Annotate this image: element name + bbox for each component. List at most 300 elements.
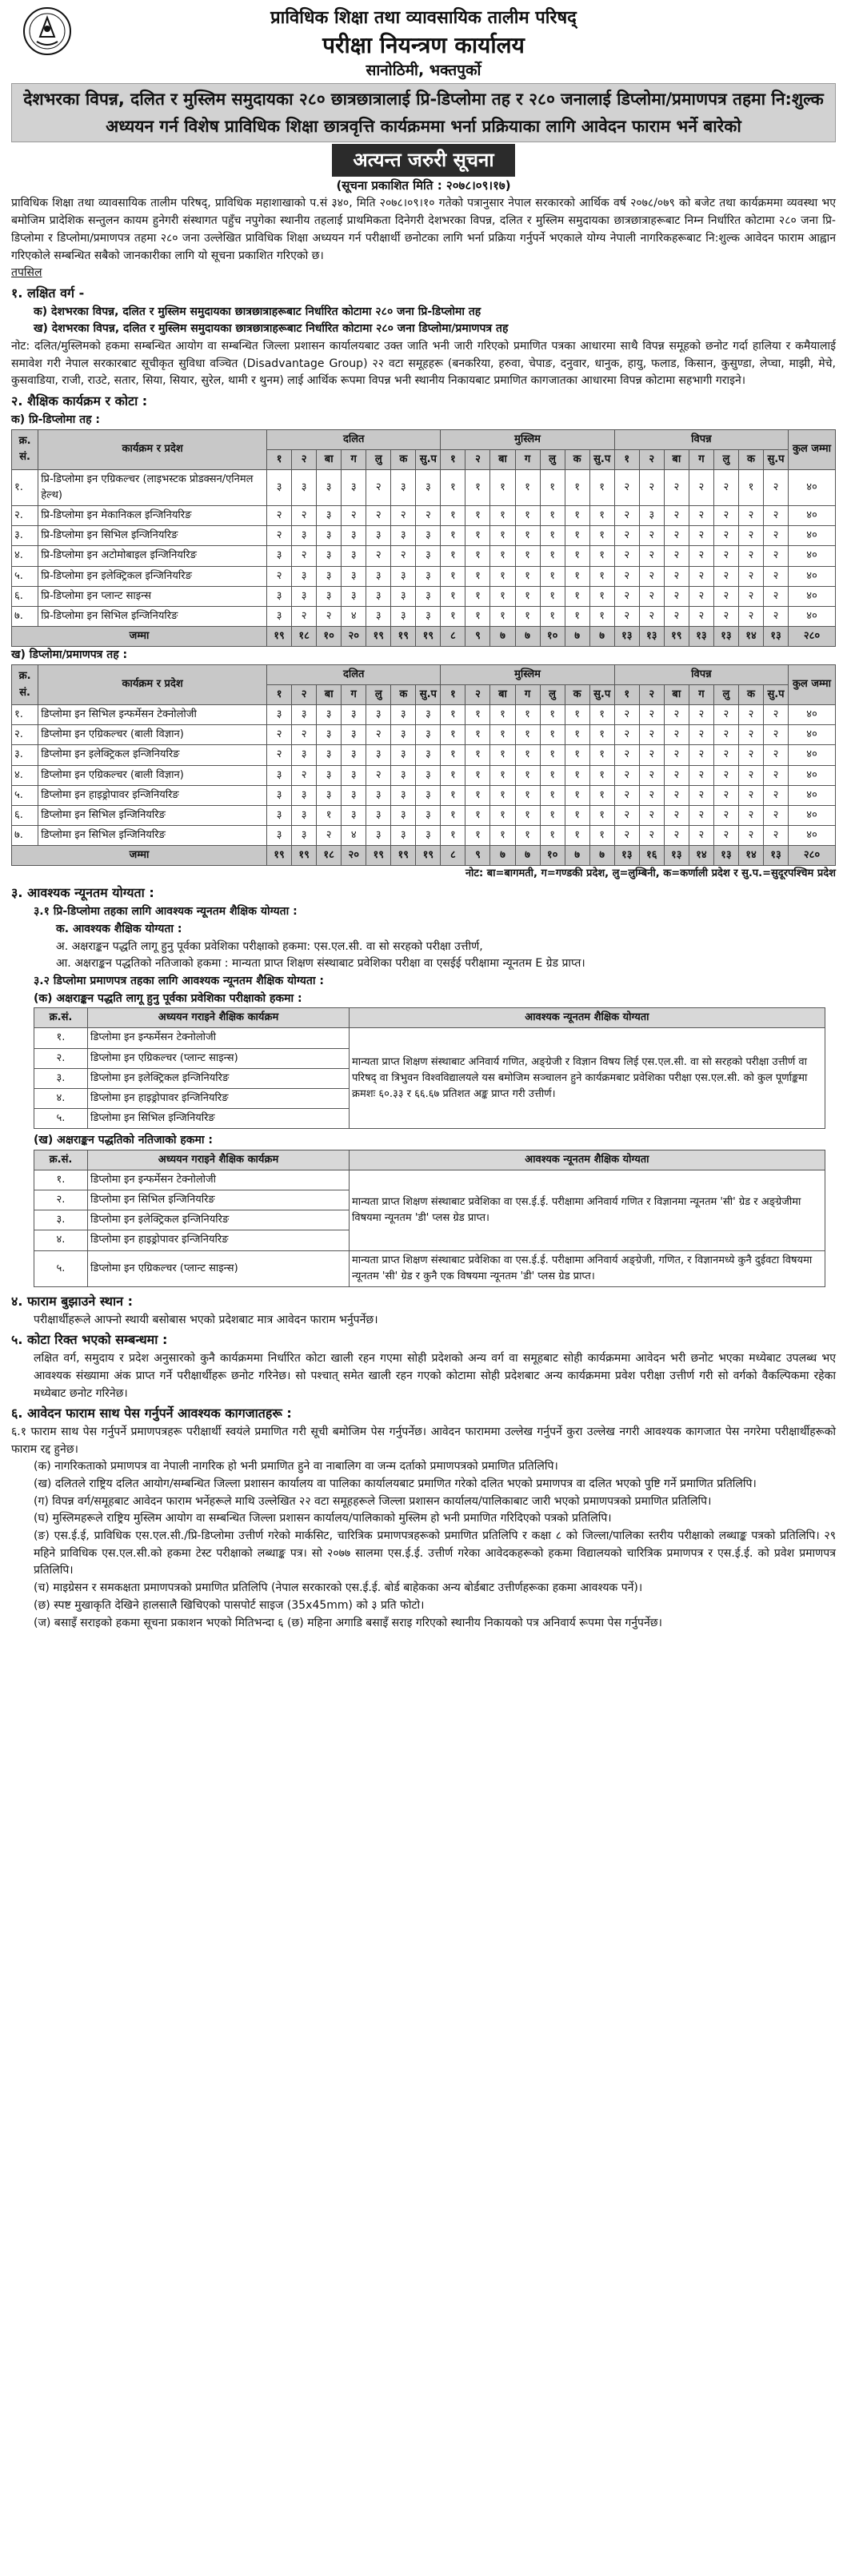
quota-cell: २	[614, 805, 639, 825]
intro-paragraph: प्राविधिक शिक्षा तथा व्यावसायिक तालीम परिषद्, प्राविधिक महाशाखाको प.सं ३४०, मिति २०७८।०९।१० गतेको पत्रानुसार नेपाल सरकारको आर्थिक वर्ष २०७८/०७९ को बजेट तथा कार्यक्रममा व्यवस्था भए बमोजिम प्रादेशिक सन्तुलन कायम हुनेगरी संस्थागत पहुँच नपुगेका स्थानीय तहलाई प्राथमिकता दिनेगरी देशभरका विपन्न, दलित र मुस्लिम समुदायका छात्रछात्राहरूबाट निम्न निर्धारित कोटामा २८० जना प्रि-डिप्लोमा र डिप्लोमा/प्रमाणपत्र तहमा २८० जना उल्लेखित प्राविधिक शिक्षा अध्ययन गर्न परीक्षार्थी छनोटका लागि भर्ना प्रक्रिया गर्नुपर्ने भएकाले योग्य नेपाली नागरिकहरूबाट नि:शुल्क आवेदन फाराम आह्वान गरिएकोले सम्बन्धित सबैको जानकारीका लागि यो सूचना प्रकाशित गरिएको छ।	[11, 197, 836, 262]
row-program: डिप्लोमा इन इलेक्ट्रिकल इन्जिनियरिङ	[88, 1068, 350, 1088]
tapasil-heading: तपसिल	[11, 266, 42, 280]
quota-cell: १	[589, 566, 614, 586]
province-header: सु.प	[763, 685, 788, 705]
total-cell: १०	[540, 846, 565, 866]
section-4-body: परीक्षार्थीहरूले आफ्नो स्थायी बसोबास भएको प्रदेशबाट मात्र आवेदन फाराम भर्नुपर्नेछ।	[34, 1313, 378, 1326]
row-program: डिप्लोमा इन सिभिल इन्जिनियरिङ	[38, 825, 267, 845]
total-label: जम्मा	[12, 627, 267, 647]
total-cell: ७	[515, 846, 540, 866]
quota-cell: ३	[366, 606, 391, 626]
row-program: डिप्लोमा इन हाइड्रोपावर इन्जिनियरिङ	[38, 785, 267, 805]
total-cell: १३	[614, 627, 639, 647]
quota-cell: २	[639, 586, 664, 606]
total-cell: १८	[292, 627, 317, 647]
col-sn: क्र.सं.	[34, 1150, 88, 1170]
quota-cell: २	[614, 745, 639, 765]
quota-cell: २	[614, 725, 639, 745]
quota-cell: १	[565, 765, 589, 785]
province-header: लु	[713, 449, 738, 469]
total-cell: १८	[317, 846, 342, 866]
row-sn: ४.	[34, 1230, 88, 1250]
quota-cell: २	[713, 469, 738, 505]
quota-cell: २	[689, 745, 713, 765]
quota-cell: १	[515, 566, 540, 586]
requirement-cell: मान्यता प्राप्त शिक्षण संस्थाबाट प्रवेशिका वा एस.ई.ई. परीक्षामा अनिवार्य गणित र विज्ञानमा न्यूनतम 'सी' ग्रेड र अङ्ग्रेजीमा विषयमा न्यूनतम 'डी' प्लस ग्रेड प्राप्त।	[350, 1170, 825, 1251]
table-row	[34, 1250, 825, 1286]
quota-cell: २	[738, 546, 763, 566]
province-header: क	[738, 449, 763, 469]
row-total: ४०	[789, 745, 836, 765]
quota-cell: ३	[292, 526, 317, 546]
quota-cell: ३	[317, 725, 342, 745]
quota-cell: २	[366, 765, 391, 785]
table-row	[12, 506, 836, 526]
quota-cell: २	[763, 586, 788, 606]
col-requirement: आवश्यक न्यूनतम शैक्षिक योग्यता	[350, 1150, 825, 1170]
total-cell: १४	[738, 846, 763, 866]
quota-cell: ३	[292, 469, 317, 505]
quota-cell: ३	[416, 805, 441, 825]
quota-cell: ३	[366, 566, 391, 586]
quota-cell: २	[689, 506, 713, 526]
quota-cell: १	[465, 805, 490, 825]
province-header: २	[465, 449, 490, 469]
row-sn: ७.	[12, 825, 38, 845]
row-program: डिप्लोमा इन इलेक्ट्रिकल इन्जिनियरिङ	[88, 1210, 350, 1230]
quota-cell: ३	[391, 606, 416, 626]
quota-cell: ३	[317, 469, 342, 505]
quota-cell: ३	[317, 705, 342, 725]
quota-cell: ३	[366, 526, 391, 546]
section-6-intro: ६.१ फाराम साथ पेस गर्नुपर्ने प्रमाणपत्रहरू परीक्षार्थी स्वयंले प्रमाणित गरी सूची बमोजिम पेस गर्नुपर्नेछ। आवेदन फाराममा उल्लेख गर्नुपर्ने कुरा उल्लेख नगरी आवश्यक कागजात पेस नगरेमा परीक्षार्थीहरूको फाराम रद्द हुनेछ।	[11, 1425, 836, 1456]
total-cell: १३	[713, 627, 738, 647]
qualification-3-1-a: क. आवश्यक शैक्षिक योग्यता :	[56, 922, 182, 935]
grand-total: २८०	[789, 846, 836, 866]
quota-cell: २	[664, 805, 689, 825]
quota-cell: २	[713, 745, 738, 765]
quota-cell: ३	[416, 725, 441, 745]
row-sn: ७.	[12, 606, 38, 626]
quota-cell: २	[738, 785, 763, 805]
row-program: डिप्लोमा इन सिभिल इन्फर्मेसन टेक्नोलोजी	[38, 705, 267, 725]
col-group-muslim: मुस्लिम	[441, 429, 614, 449]
quota-cell: १	[465, 566, 490, 586]
province-header: ग	[342, 449, 366, 469]
quota-cell: ३	[416, 765, 441, 785]
office-header	[11, 0, 836, 83]
total-label: जम्मा	[12, 846, 267, 866]
province-header: १	[267, 449, 292, 469]
quota-cell: १	[441, 785, 465, 805]
quota-cell: २	[763, 566, 788, 586]
quota-cell: १	[540, 765, 565, 785]
quota-cell: ३	[342, 765, 366, 785]
quota-cell: ३	[267, 805, 292, 825]
qualification-table-b-title: (ख) अक्षराङ्कन पद्धतिको नतिजाको हकमा :	[34, 1134, 214, 1147]
quota-cell: २	[664, 745, 689, 765]
quota-cell: ३	[292, 805, 317, 825]
quota-cell: २	[366, 506, 391, 526]
quota-cell: ३	[292, 785, 317, 805]
quota-cell: ३	[416, 526, 441, 546]
quota-cell: २	[689, 825, 713, 845]
table-b-title: ख) डिप्लोमा/प्रमाणपत्र तह :	[11, 648, 128, 662]
quota-cell: ३	[267, 705, 292, 725]
quota-cell: १	[441, 566, 465, 586]
quota-cell: २	[713, 765, 738, 785]
quota-cell: ३	[366, 705, 391, 725]
notice-page	[11, 0, 836, 1632]
col-program: अध्ययन गराइने शैक्षिक कार्यक्रम	[88, 1150, 350, 1170]
quota-cell: ३	[639, 506, 664, 526]
quota-cell: १	[589, 546, 614, 566]
quota-cell: १	[515, 606, 540, 626]
province-header: २	[292, 449, 317, 469]
quota-cell: २	[317, 825, 342, 845]
quota-cell: १	[465, 825, 490, 845]
quota-cell: १	[515, 705, 540, 725]
quota-cell: १	[565, 705, 589, 725]
section-5-body: लक्षित वर्ग, समुदाय र प्रदेश अनुसारको कुनै कार्यक्रममा निर्धारित कोटा खाली रहन गएमा सोही प्रदेशको अन्य वर्ग वा समूहबाट सोही कार्यक्रममा आवेदन भरी छनोट भएका मध्येबाट उपलब्ध भए आवश्यक संख्यामा अंक प्राप्त गर्ने परीक्षार्थीहरू छनोट गरिनेछ। सो पश्चात् समेत खाली रहन गएको कोटामा सोही प्रदेशबाट अन्य कार्यक्रममा प्रवेश परीक्षा उत्तीर्ण गरी सो वर्गको वैकल्पिकमा रहेका मध्येबाट छनोट गरिनेछ।	[34, 1352, 836, 1400]
quota-cell: ३	[342, 705, 366, 725]
quota-cell: ४	[342, 825, 366, 845]
province-header: लु	[366, 685, 391, 705]
section-3-title: ३. आवश्यक न्यूनतम योग्यता :	[11, 885, 154, 901]
total-cell: ८	[441, 627, 465, 647]
total-cell: १३	[639, 627, 664, 647]
row-program: प्रि-डिप्लोमा इन इलेक्ट्रिकल इन्जिनियरिङ	[38, 566, 267, 586]
quota-cell: २	[713, 526, 738, 546]
quota-cell: २	[738, 825, 763, 845]
quota-cell: १	[490, 805, 515, 825]
quota-cell: १	[441, 805, 465, 825]
quota-cell: २	[614, 785, 639, 805]
col-group-dalit: दलित	[267, 664, 441, 684]
quota-cell: २	[713, 705, 738, 725]
quota-cell: १	[540, 606, 565, 626]
col-sn: क्र. सं.	[12, 664, 38, 704]
quota-cell: २	[267, 506, 292, 526]
row-program: प्रि-डिप्लोमा इन सिभिल इन्जिनियरिङ	[38, 606, 267, 626]
table-row	[12, 566, 836, 586]
urgent-notice-banner: अत्यन्त जरुरी सूचना	[332, 144, 514, 177]
quota-cell: १	[589, 526, 614, 546]
section-1-title: १. लक्षित वर्ग -	[11, 285, 85, 301]
row-program: डिप्लोमा इन एग्रिकल्चर (प्लान्ट साइन्स)	[88, 1048, 350, 1068]
document-list	[11, 1458, 836, 1632]
quota-cell: २	[713, 805, 738, 825]
table-a-title: क) प्रि-डिप्लोमा तह :	[11, 413, 100, 426]
row-sn: ४.	[12, 546, 38, 566]
quota-cell: २	[639, 765, 664, 785]
province-header: २	[292, 685, 317, 705]
province-header: क	[391, 685, 416, 705]
quota-cell: २	[639, 469, 664, 505]
province-header: क	[565, 449, 589, 469]
quota-cell: १	[490, 745, 515, 765]
province-header: २	[639, 685, 664, 705]
quota-cell: १	[441, 825, 465, 845]
table-row	[12, 526, 836, 546]
quota-cell: २	[738, 805, 763, 825]
quota-cell: ३	[342, 566, 366, 586]
quota-cell: २	[689, 606, 713, 626]
quota-cell: १	[515, 506, 540, 526]
table-row	[12, 765, 836, 785]
quota-cell: २	[689, 469, 713, 505]
quota-cell: १	[515, 745, 540, 765]
quota-cell: ३	[366, 785, 391, 805]
quota-cell: १	[589, 785, 614, 805]
quota-cell: ३	[317, 506, 342, 526]
qualification-table-a-title: (क) अक्षराङ्कन पद्धति लागू हुनु पूर्वका प्रवेशिका परीक्षाको हकमा :	[34, 991, 302, 1005]
row-program: प्रि-डिप्लोमा इन अटोमोबाइल इन्जिनियरिङ	[38, 546, 267, 566]
quota-cell: २	[664, 705, 689, 725]
quota-cell: २	[366, 725, 391, 745]
quota-cell: ३	[391, 725, 416, 745]
quota-cell: २	[639, 606, 664, 626]
quota-cell: २	[639, 725, 664, 745]
province-header: बा	[490, 449, 515, 469]
quota-cell: १	[589, 705, 614, 725]
row-program: डिप्लोमा इन सिभिल इन्जिनियरिङ	[88, 1190, 350, 1210]
quota-cell: १	[465, 469, 490, 505]
row-sn: २.	[12, 506, 38, 526]
table-row	[12, 745, 836, 765]
quota-cell: १	[441, 546, 465, 566]
row-total: ४०	[789, 825, 836, 845]
total-cell: १९	[292, 846, 317, 866]
quota-cell: ३	[292, 705, 317, 725]
table-row	[34, 1170, 825, 1190]
quota-cell: ३	[416, 586, 441, 606]
quota-cell: २	[639, 705, 664, 725]
quota-cell: २	[639, 566, 664, 586]
province-header: सु.प	[416, 685, 441, 705]
quota-cell: १	[565, 526, 589, 546]
office-name: परीक्षा नियन्त्रण कार्यालय	[322, 32, 525, 59]
table-row	[12, 546, 836, 566]
row-sn: १.	[12, 705, 38, 725]
notice-subject: देशभरका विपन्न, दलित र मुस्लिम समुदायका २८० छात्रछात्रालाई प्रि-डिप्लोमा तह र २८० जनालाई डिप्लोमा/प्रमाणपत्र तहमा नि:शुल्क अध्ययन गर्न विशेष प्राविधिक शिक्षा छात्रवृत्ति कार्यक्रममा भर्ना प्रक्रियाका लागि आवेदन फाराम भर्ने बारेको	[11, 83, 836, 142]
section-5-title: ५. कोटा रिक्त भएको सम्बन्धमा :	[11, 1332, 168, 1348]
province-header: सु.प	[589, 449, 614, 469]
table-row	[12, 586, 836, 606]
total-cell: ७	[565, 846, 589, 866]
quota-cell: १	[589, 745, 614, 765]
quota-cell: ३	[292, 825, 317, 845]
province-header: १	[614, 449, 639, 469]
quota-cell: ३	[317, 765, 342, 785]
table-row	[12, 606, 836, 626]
quota-cell: १	[540, 785, 565, 805]
province-header: २	[465, 685, 490, 705]
list-item: (छ) स्पष्ट मुखाकृति देखिने हालसालै खिचिएको पासपोर्ट साइज (35x45mm) को ३ प्रति फोटो।	[34, 1598, 425, 1612]
quota-table-pre-diploma	[11, 429, 836, 648]
quota-cell: १	[490, 526, 515, 546]
province-header: १	[441, 449, 465, 469]
list-item: (ख) दलितले राष्ट्रिय दलित आयोग/सम्बन्धित जिल्ला प्रशासन कार्यालय वा पालिका कार्यालयबाट प्रमाणित गरेको दलित भएको प्रमाणपत्र वा दलित भएको पुष्टि गर्ने प्रमाणित प्रतिलिपि।	[34, 1477, 757, 1491]
quota-cell: ३	[317, 745, 342, 765]
table-row	[12, 705, 836, 725]
quota-cell: २	[738, 566, 763, 586]
total-cell: ७	[490, 627, 515, 647]
table-row	[12, 825, 836, 845]
row-program: प्रि-डिप्लोमा इन मेकानिकल इन्जिनियरिङ	[38, 506, 267, 526]
grand-total: २८०	[789, 627, 836, 647]
quota-cell: २	[763, 765, 788, 785]
total-row	[12, 627, 836, 647]
quota-cell: २	[689, 785, 713, 805]
row-program: डिप्लोमा इन इलेक्ट्रिकल इन्जिनियरिङ	[38, 745, 267, 765]
quota-cell: २	[664, 469, 689, 505]
quota-cell: १	[441, 745, 465, 765]
quota-cell: २	[738, 506, 763, 526]
quota-cell: २	[763, 526, 788, 546]
section-1-note: नोट: दलित/मुस्लिमको हकमा सम्बन्धित आयोग वा सम्बन्धित जिल्ला प्रशासन कार्यालयबाट उक्त जाति भनी जारी गरिएको प्रमाणित पत्रका आधारमा साथै विपन्न समूहको छनोट गर्दा हालिया र कमैयालाई समावेश गरी नेपाल सरकारबाट सूचीकृत सुविधा वञ्चित (Disadvantage Group) २२ वटा समूहहरू (बनकरिया, हरुवा, चेपाङ, दनुवार, धानुक, हायु, फलाड, किसान, कुसुण्डा, लेप्चा, माझी, मेचे, कुसवाडिया, राजी, राउटे, सतार, सिया, सियार, सुरेल, थामी र थुनम) लाई आर्थिक रूपमा विपन्न भनी स्थानीय निकायबाट प्रमाणित कागजातका आधारमा विपन्न कोटामा सहभागी गराइने।	[11, 340, 836, 388]
quota-cell: १	[515, 526, 540, 546]
quota-cell: ३	[416, 785, 441, 805]
quota-cell: २	[292, 506, 317, 526]
province-header: क	[738, 685, 763, 705]
province-header: १	[441, 685, 465, 705]
col-group-poor: विपन्न	[614, 664, 788, 684]
quota-cell: ३	[416, 566, 441, 586]
table-row	[12, 469, 836, 505]
row-program: डिप्लोमा इन हाइड्रोपावर इन्जिनियरिङ	[88, 1230, 350, 1250]
row-program: डिप्लोमा इन इन्फर्मेसन टेक्नोलोजी	[88, 1170, 350, 1190]
quota-cell: १	[540, 825, 565, 845]
total-cell: १०	[540, 627, 565, 647]
quota-cell: १	[589, 825, 614, 845]
row-sn: ५.	[12, 566, 38, 586]
quota-cell: २	[292, 765, 317, 785]
quota-cell: ३	[342, 586, 366, 606]
province-abbrev-note: नोट: बा=बागमती, ग=गण्डकी प्रदेश, लु=लुम्बिनी, क=कर्णाली प्रदेश र सु.प.=सुदूरपश्चिम प्रदेश	[465, 867, 836, 880]
province-header: १	[614, 685, 639, 705]
council-name: प्राविधिक शिक्षा तथा व्यावसायिक तालीम परिषद्	[270, 8, 577, 28]
province-header: सु.प	[589, 685, 614, 705]
quota-cell: १	[540, 745, 565, 765]
quota-cell: २	[763, 705, 788, 725]
list-item: (ङ) एस.ई.ई, प्राविधिक एस.एल.सी./प्रि-डिप्लोमा उत्तीर्ण गरेको मार्कसिट, चारित्रिक प्रमाणपत्रहरूको प्रमाणित प्रतिलिपि र कक्षा ८ को जिल्ला/पालिका स्तरीय परीक्षाको लब्धाङ्क पत्रको प्रतिलिपि। २९ महिने प्राविधिक एस.एल.सी.को हकमा टेस्ट परीक्षाको लब्धाङ्क पत्र। सो २०७७ सालमा एस.ई.ई. उत्तीर्ण गरेका आवेदकहरूको हकमा विद्यालयको चारित्रिक प्रमाणपत्र र एस.ई.ई. को प्रवेश प्रमाणपत्र प्रतिलिपि।	[34, 1529, 836, 1577]
quota-cell: १	[589, 606, 614, 626]
quota-cell: १	[540, 566, 565, 586]
quota-cell: २	[713, 586, 738, 606]
qualification-table-b	[34, 1150, 825, 1287]
row-program: डिप्लोमा इन एग्रिकल्चर (प्लान्ट साइन्स)	[88, 1250, 350, 1286]
quota-cell: १	[441, 606, 465, 626]
quota-cell: २	[738, 606, 763, 626]
quota-cell: १	[565, 785, 589, 805]
quota-cell: १	[540, 526, 565, 546]
row-program: डिप्लोमा इन इन्फर्मेसन टेक्नोलोजी	[88, 1028, 350, 1048]
row-total: ४०	[789, 606, 836, 626]
quota-cell: २	[639, 526, 664, 546]
row-sn: २.	[34, 1190, 88, 1210]
quota-cell: १	[465, 506, 490, 526]
province-header: बा	[664, 685, 689, 705]
quota-cell: २	[614, 765, 639, 785]
total-cell: ७	[565, 627, 589, 647]
quota-cell: ३	[416, 469, 441, 505]
total-cell: ७	[589, 627, 614, 647]
row-sn: २.	[34, 1048, 88, 1068]
quota-cell: २	[267, 745, 292, 765]
quota-cell: ३	[391, 705, 416, 725]
quota-cell: ३	[267, 586, 292, 606]
row-sn: ३.	[12, 526, 38, 546]
quota-cell: ३	[391, 765, 416, 785]
row-total: ४०	[789, 705, 836, 725]
col-group-poor: विपन्न	[614, 429, 788, 449]
quota-cell: ३	[267, 469, 292, 505]
quota-cell: २	[763, 546, 788, 566]
quota-cell: ३	[416, 705, 441, 725]
quota-cell: २	[738, 526, 763, 546]
quota-cell: ३	[317, 566, 342, 586]
row-sn: ५.	[34, 1109, 88, 1129]
quota-cell: ३	[391, 805, 416, 825]
quota-cell: २	[366, 546, 391, 566]
quota-cell: २	[763, 469, 788, 505]
quota-cell: ३	[317, 785, 342, 805]
quota-cell: २	[664, 606, 689, 626]
quota-cell: ३	[366, 805, 391, 825]
col-total: कुल जम्मा	[789, 429, 836, 469]
qualification-3-1: ३.१ प्रि-डिप्लोमा तहका लागि आवश्यक न्यूनतम शैक्षिक योग्यता :	[34, 905, 298, 919]
quota-cell: १	[441, 469, 465, 505]
section-2-title: २. शैक्षिक कार्यक्रम र कोटा :	[11, 393, 148, 409]
quota-cell: ३	[267, 765, 292, 785]
quota-cell: २	[342, 506, 366, 526]
quota-cell: २	[391, 506, 416, 526]
quota-cell: २	[614, 606, 639, 626]
quota-cell: १	[465, 546, 490, 566]
quota-cell: १	[441, 705, 465, 725]
quota-cell: ३	[342, 745, 366, 765]
quota-cell: ३	[317, 546, 342, 566]
qualification-table-a	[34, 1007, 825, 1129]
list-item: (क) नागरिकताको प्रमाणपत्र वा नेपाली नागरिक हो भनी प्रमाणित हुने वा नाबालिग वा जन्म दर्ताको प्रमाणपत्रको प्रमाणित प्रतिलिपि।	[34, 1460, 558, 1473]
quota-cell: २	[614, 469, 639, 505]
quota-cell: २	[664, 566, 689, 586]
quota-cell: १	[490, 546, 515, 566]
quota-cell: २	[614, 506, 639, 526]
quota-cell: १	[490, 506, 515, 526]
quota-cell: १	[490, 725, 515, 745]
col-group-muslim: मुस्लिम	[441, 664, 614, 684]
quota-cell: २	[664, 725, 689, 745]
quota-cell: १	[540, 805, 565, 825]
requirement-cell: मान्यता प्राप्त शिक्षण संस्थाबाट प्रवेशिका वा एस.ई.ई. परीक्षामा अनिवार्य अङ्ग्रेजी, गणित, र विज्ञानमध्ये कुनै दुईवटा विषयमा न्यूनतम 'सी' ग्रेड र कुनै एक विषयमा न्यूनतम 'डी' प्लस ग्रेड प्राप्त।	[350, 1250, 825, 1286]
quota-cell: १	[565, 825, 589, 845]
quota-cell: २	[664, 526, 689, 546]
province-header: लु	[540, 685, 565, 705]
total-cell: १९	[366, 627, 391, 647]
province-header: ग	[515, 685, 540, 705]
province-header: ग	[689, 449, 713, 469]
quota-cell: १	[515, 725, 540, 745]
qualification-3-1-a-1: अ. अक्षराङ्कन पद्धति लागू हुनु पूर्वका प्रवेशिका परीक्षाको हकमा: एस.एल.सी. वा सो सरहको परीक्षा उत्तीर्ण,	[56, 939, 483, 953]
total-cell: ९	[465, 846, 490, 866]
total-cell: १९	[416, 846, 441, 866]
table-row	[12, 805, 836, 825]
quota-cell: २	[689, 586, 713, 606]
quota-cell: १	[540, 546, 565, 566]
quota-cell: १	[441, 586, 465, 606]
